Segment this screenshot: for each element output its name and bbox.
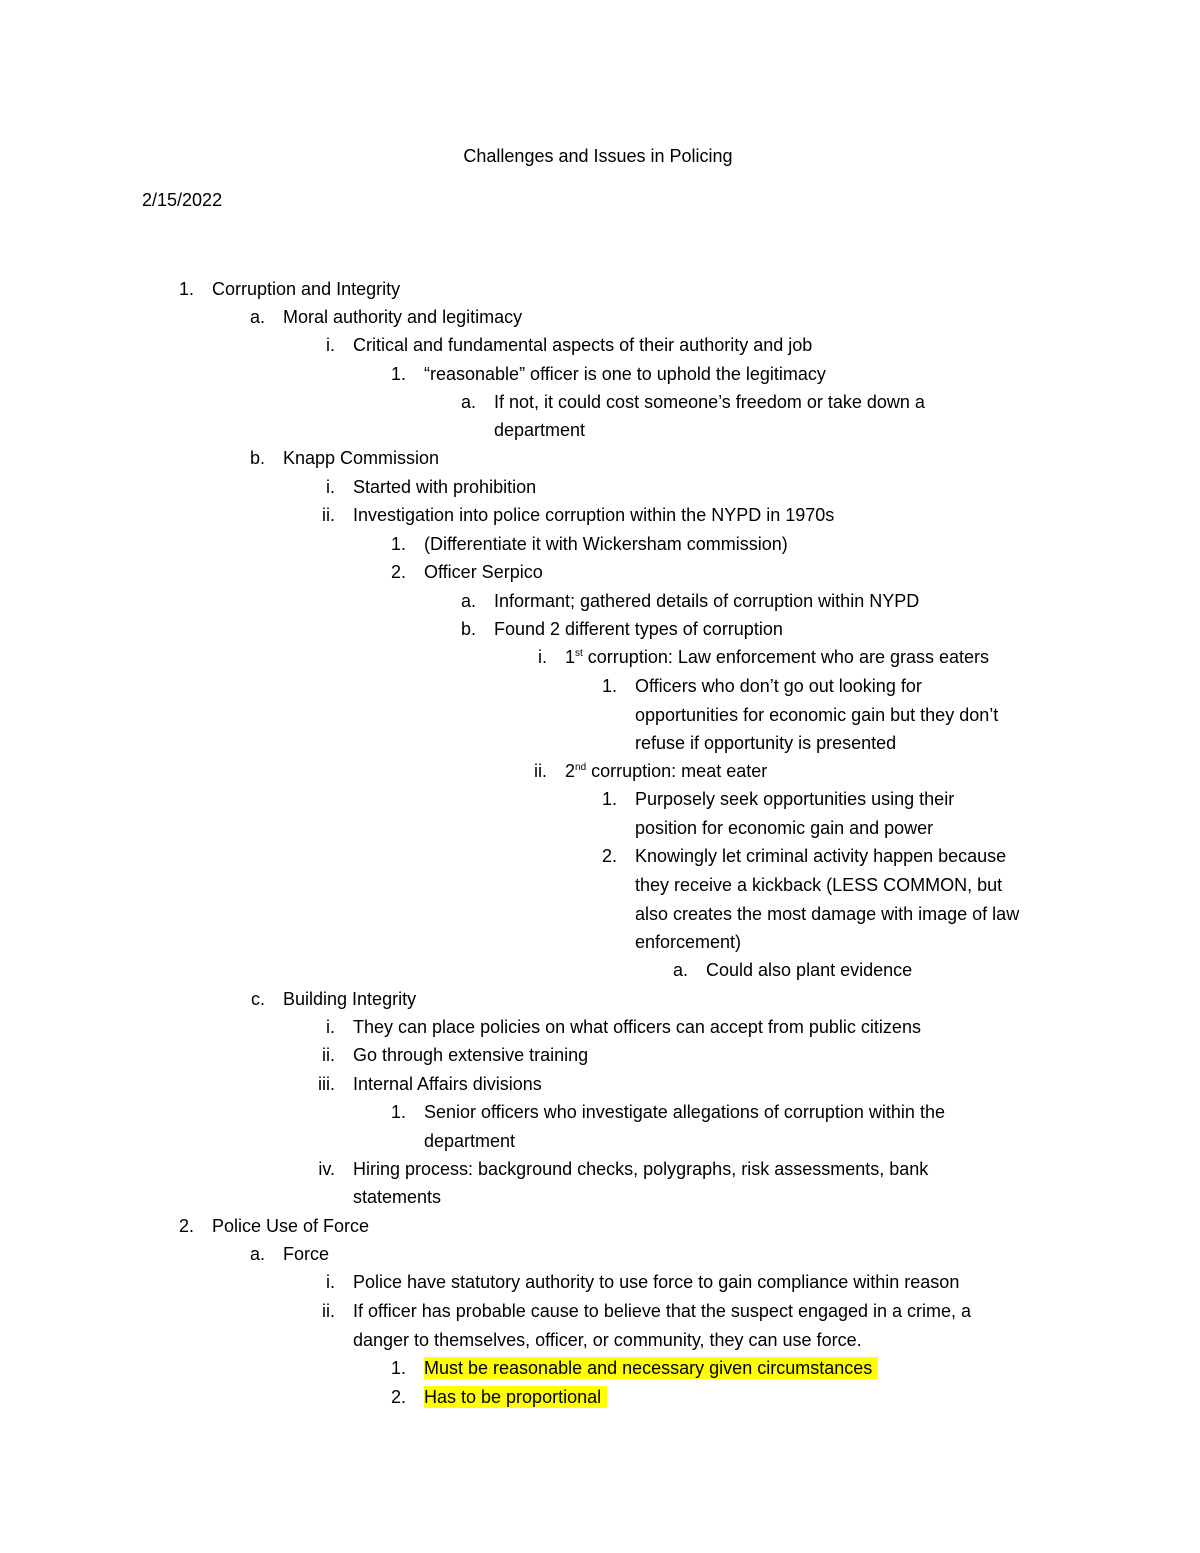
outline-item-text — [353, 476, 536, 498]
outline-item-text — [635, 845, 1006, 867]
outline-item-body: Force — [283, 1244, 330, 1264]
outline-item-body: Knapp Commission — [283, 448, 440, 468]
outline-item-body: Internal Affairs divisions — [353, 1074, 542, 1094]
outline-item-body: They can place policies on what officers can accept from public citizens — [353, 1017, 921, 1037]
outline-item-body: Knowingly let criminal activity happen because — [635, 846, 1007, 866]
list-marker: ii. — [534, 761, 547, 781]
outline-item-body: also creates the most damage with image of law — [635, 904, 1020, 924]
outline-item-text — [424, 1357, 878, 1379]
outline-item-body: Critical and fundamental aspects of their authority and job — [353, 335, 813, 355]
list-marker: 1. — [178, 279, 194, 299]
list-marker: a. — [672, 960, 688, 980]
outline-item-body: opportunities for economic gain but they don’t — [635, 705, 999, 725]
outline-item-body: Could also plant evidence — [706, 960, 913, 980]
outline-item-body: corruption: Law enforcement who are grass eaters — [582, 647, 990, 667]
outline-item-body: If officer has probable cause to believe that the suspect engaged in a crime, a — [353, 1301, 972, 1321]
outline-item-text — [283, 1243, 329, 1265]
outline-item-body: Police Use of Force — [212, 1216, 370, 1236]
outline-item-body: Investigation into police corruption within the NYPD in 1970s — [353, 505, 835, 525]
outline-item-body: Must be reasonable and necessary given circumstances — [424, 1358, 873, 1378]
outline-item-text — [424, 561, 543, 583]
list-marker: i. — [326, 335, 335, 355]
list-marker: 1. — [601, 676, 617, 696]
list-marker: 1. — [390, 1358, 406, 1378]
outline-item-body: (Differentiate it with Wickersham commission) — [424, 534, 788, 554]
outline-item-body: Hiring process: background checks, polygraphs, risk assessments, bank — [353, 1159, 929, 1179]
outline-item-text — [353, 504, 834, 526]
outline-item-text — [635, 874, 1002, 896]
outline-item-text — [353, 1300, 971, 1322]
document-title: Challenges and Issues in Policing — [463, 146, 733, 166]
outline-item-text — [353, 1271, 959, 1293]
outline-item-text — [353, 1044, 588, 1066]
list-marker: iv. — [318, 1159, 335, 1179]
list-marker: i. — [326, 1017, 335, 1037]
list-marker: ii. — [322, 1301, 335, 1321]
outline-item-text — [494, 391, 925, 413]
outline-item-text — [494, 618, 783, 640]
outline-item-body: department — [424, 1131, 516, 1151]
outline-item-text — [424, 1130, 515, 1152]
outline-item-text — [353, 1073, 542, 1095]
outline-item-text — [635, 675, 922, 697]
list-marker: a. — [249, 307, 265, 327]
document-date: 2/15/2022 — [142, 190, 223, 210]
outline-item-text — [424, 363, 826, 385]
outline-item-text — [353, 1158, 928, 1180]
ordinal-number: 2 — [565, 761, 576, 781]
outline-item-text — [635, 931, 741, 953]
list-marker: c. — [250, 989, 265, 1009]
list-marker: b. — [460, 619, 476, 639]
list-marker: a. — [460, 392, 476, 412]
outline-item-body: statements — [353, 1187, 442, 1207]
outline-item-text — [635, 903, 1019, 925]
list-marker: i. — [326, 1272, 335, 1292]
list-marker: 2. — [390, 1387, 406, 1407]
outline-item-body: “reasonable” officer is one to uphold the legitimacy — [424, 364, 826, 384]
outline-item-body: If not, it could cost someone’s freedom or take down a — [494, 392, 925, 412]
outline-item-text — [635, 732, 896, 754]
outline-item-text — [494, 419, 585, 441]
outline-item-body: they receive a kickback (LESS COMMON, but — [635, 875, 1003, 895]
outline-item-text — [424, 533, 788, 555]
list-marker: iii. — [318, 1074, 335, 1094]
outline-item-text — [283, 306, 522, 328]
outline-item-text — [494, 590, 919, 612]
list-marker: 2. — [601, 846, 617, 866]
outline-item-text — [283, 447, 439, 469]
ordinal-suffix: st — [575, 648, 583, 659]
list-marker: 2. — [390, 562, 406, 582]
list-marker: a. — [249, 1244, 265, 1264]
list-marker: 1. — [390, 1102, 406, 1122]
outline-item-body: corruption: meat eater — [586, 761, 768, 781]
outline-item-text — [635, 788, 954, 810]
outline-item-text — [635, 817, 933, 839]
outline-item-text — [424, 1386, 607, 1408]
list-marker: 1. — [601, 789, 617, 809]
list-marker: b. — [249, 448, 265, 468]
outline-item-body: Senior officers who investigate allegations of corruption within the — [424, 1102, 945, 1122]
list-marker: 1. — [390, 534, 406, 554]
list-marker: i. — [326, 477, 335, 497]
outline-item-body: refuse if opportunity is presented — [635, 733, 897, 753]
outline-item-text — [353, 1329, 862, 1351]
list-marker: i. — [538, 647, 547, 667]
outline-item-body: Go through extensive training — [353, 1045, 589, 1065]
outline-item-body: Building Integrity — [283, 989, 417, 1009]
outline-item-body: Has to be proportional — [424, 1387, 602, 1407]
ordinal-number: 1 — [565, 647, 576, 667]
outline-item-body: Moral authority and legitimacy — [283, 307, 523, 327]
outline-item-body: position for economic gain and power — [635, 818, 934, 838]
outline-item-body: danger to themselves, officer, or community, they can use force. — [353, 1330, 862, 1350]
outline-item-text — [635, 704, 998, 726]
outline-item-text — [565, 760, 767, 782]
outline-item-text — [706, 959, 912, 981]
list-marker: 2. — [178, 1216, 194, 1236]
outline-item-body: enforcement) — [635, 932, 742, 952]
outline-item-body: Police have statutory authority to use force to gain compliance within reason — [353, 1272, 960, 1292]
list-marker: a. — [460, 591, 476, 611]
outline-item-body: Officers who don’t go out looking for — [635, 676, 922, 696]
list-marker: 1. — [390, 364, 406, 384]
outline-item-text — [283, 988, 416, 1010]
outline-item-body: department — [494, 420, 586, 440]
outline-item-text — [565, 646, 989, 668]
outline-item-text — [212, 1215, 369, 1237]
outline-item-body: Corruption and Integrity — [212, 279, 401, 299]
list-marker: ii. — [322, 505, 335, 525]
outline-item-body: Officer Serpico — [424, 562, 543, 582]
outline-item-body: Started with prohibition — [353, 477, 537, 497]
outline-item-body: Informant; gathered details of corruption within NYPD — [494, 591, 920, 611]
ordinal-suffix: nd — [575, 762, 587, 773]
outline-item-text — [424, 1101, 945, 1123]
outline-item-text — [353, 334, 812, 356]
outline-item-body: Purposely seek opportunities using their — [635, 789, 955, 809]
outline-item-text — [212, 278, 400, 300]
outline-item-text — [353, 1186, 441, 1208]
outline-item-text — [353, 1016, 921, 1038]
outline-item-body: Found 2 different types of corruption — [494, 619, 783, 639]
list-marker: ii. — [322, 1045, 335, 1065]
